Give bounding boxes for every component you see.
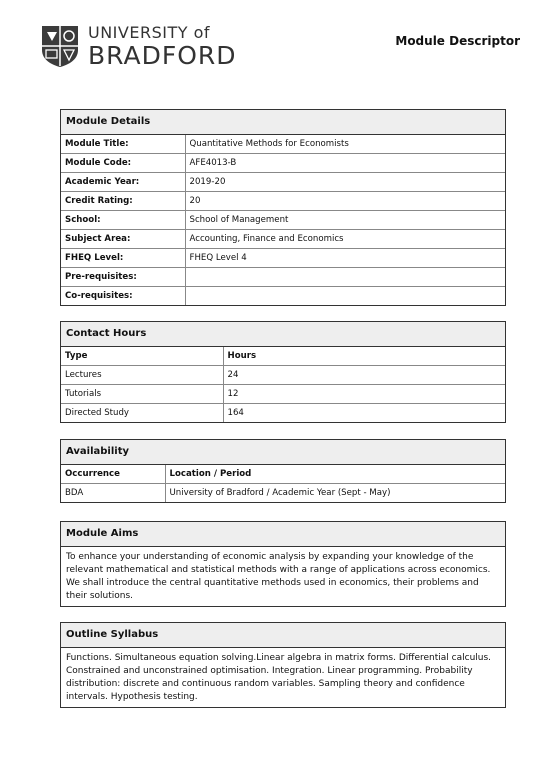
table-row	[61, 287, 505, 306]
table-row	[61, 173, 505, 192]
row-label: School:	[61, 211, 185, 230]
outline-syllabus-section	[60, 622, 506, 708]
table-row	[61, 385, 505, 404]
row-value	[185, 268, 505, 287]
module-details-section	[60, 109, 506, 306]
table-row	[61, 404, 505, 423]
row-value: Quantitative Methods for Economists	[185, 135, 505, 154]
row-value: FHEQ Level 4	[185, 249, 505, 268]
column-header: Type	[65, 351, 88, 361]
row-value: 2019-20	[185, 173, 505, 192]
row-label: Co-requisites:	[61, 287, 185, 306]
table-row	[61, 230, 505, 249]
row-value: AFE4013-B	[185, 154, 505, 173]
module-aims-title: Module Aims	[61, 522, 505, 547]
row-value: 20	[185, 192, 505, 211]
cell-type: Directed Study	[61, 404, 223, 423]
university-crest-icon	[40, 24, 80, 68]
contact-hours-table	[61, 347, 505, 422]
row-label: FHEQ Level:	[61, 249, 185, 268]
table-row	[61, 268, 505, 287]
table-row	[61, 135, 505, 154]
cell-hours: 12	[223, 385, 505, 404]
logo-line-2: BRADFORD	[88, 41, 237, 70]
module-details-table	[61, 135, 505, 305]
logo-line-1: UNIVERSITY of	[88, 23, 210, 42]
module-details-title: Module Details	[61, 110, 505, 135]
row-value: School of Management	[185, 211, 505, 230]
row-value	[185, 287, 505, 306]
module-aims-section	[60, 521, 506, 607]
table-row	[61, 154, 505, 173]
table-header-row	[61, 347, 505, 366]
row-label: Module Code:	[61, 154, 185, 173]
row-label: Credit Rating:	[61, 192, 185, 211]
row-label: Subject Area:	[61, 230, 185, 249]
row-label: Academic Year:	[61, 173, 185, 192]
column-header: Hours	[223, 347, 505, 366]
cell-hours: 24	[223, 366, 505, 385]
cell-occurrence: BDA	[61, 484, 165, 503]
cell-type: Lectures	[61, 366, 223, 385]
availability-title: Availability	[61, 440, 505, 465]
table-row	[61, 192, 505, 211]
row-label: Module Title:	[65, 139, 129, 149]
module-aims-text: To enhance your understanding of economic analysis by expanding your knowledge of the relevant mathematical and statistical methods with a range of applications across economics. We shall introduce the central quantitative methods used in economics, their problems and their solutions.	[66, 552, 491, 601]
table-row	[61, 366, 505, 385]
contact-hours-title: Contact Hours	[61, 322, 505, 347]
row-value: Accounting, Finance and Economics	[185, 230, 505, 249]
availability-table	[61, 465, 505, 502]
document-title: Module Descriptor	[395, 34, 520, 48]
table-row	[61, 484, 505, 503]
university-logo	[40, 24, 237, 68]
availability-section	[60, 439, 506, 503]
cell-hours: 164	[223, 404, 505, 423]
column-header: Location / Period	[165, 465, 505, 484]
column-header: Occurrence	[65, 469, 120, 479]
table-header-row	[61, 465, 505, 484]
table-row	[61, 249, 505, 268]
contact-hours-section	[60, 321, 506, 423]
cell-location-period: University of Bradford / Academic Year (Sept - May)	[165, 484, 505, 503]
cell-type: Tutorials	[61, 385, 223, 404]
row-label: Pre-requisites:	[61, 268, 185, 287]
outline-syllabus-text: Functions. Simultaneous equation solving.Linear algebra in matrix forms. Differential calculus. Constrained and unconstrained optimisation. Integration. Linear programming. Probability distribution: discrete and continuous random variables. Sampling theory and confidence intervals. Hypothesis testing.	[66, 653, 492, 702]
page-header	[40, 24, 520, 74]
table-row	[61, 211, 505, 230]
outline-syllabus-title: Outline Syllabus	[61, 623, 505, 648]
